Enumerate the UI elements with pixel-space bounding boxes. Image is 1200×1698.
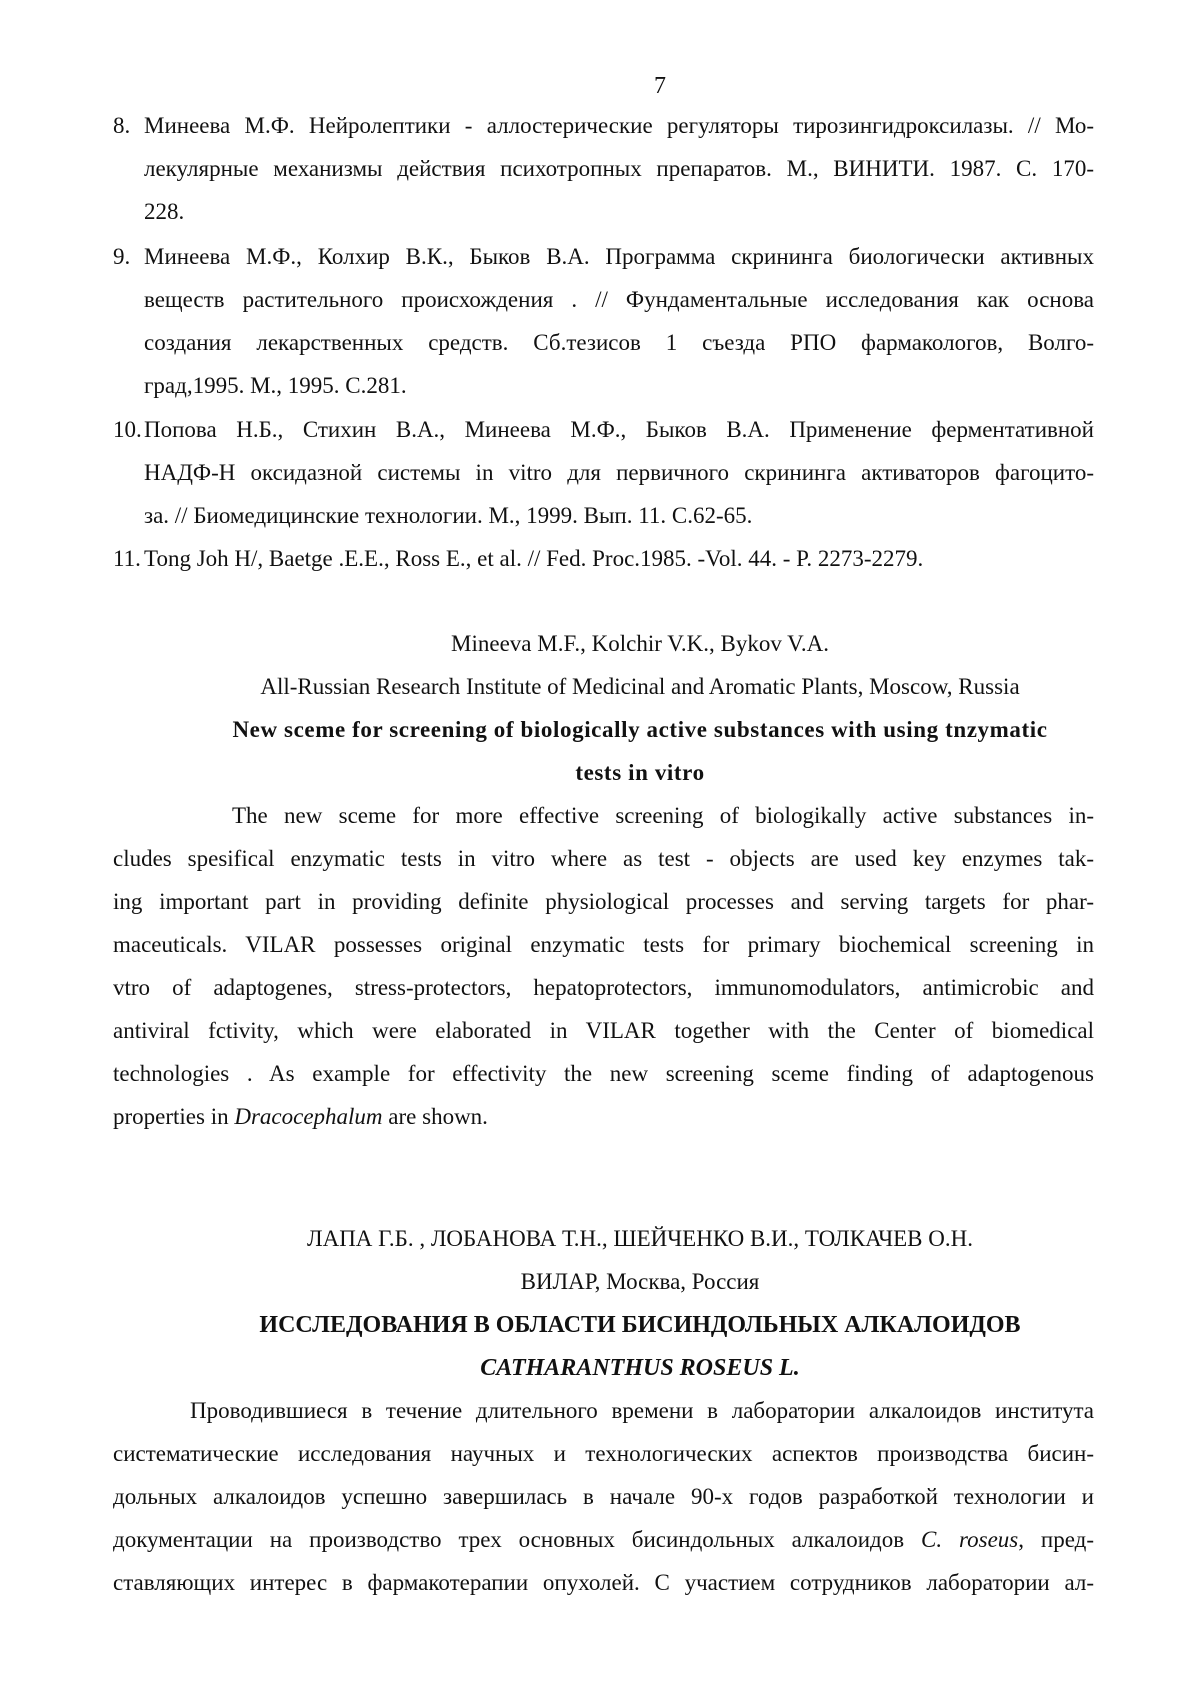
reference-line: Минеева М.Ф., Колхир В.К., Быков В.А. Программа скрининга биологически активных [144,244,1094,269]
abstract-line: technologies . As example for effectivity the new screening sceme finding of adaptogenous [113,1061,1094,1086]
page-number: 7 [654,73,666,99]
abstract-institute: All-Russian Research Institute of Medicinal and Aromatic Plants, Moscow, Russia [260,674,1020,699]
abstract-line: cludes spesifical enzymatic tests in vitro where as test - objects are used key enzymes tak- [113,846,1094,871]
reference-line: Минеева М.Ф. Нейролептики - аллостерические регуляторы тирозингидроксилазы. // Мо- [144,113,1094,138]
article-line: дольных алкалоидов успешно завершилась в начале 90-х годов разработкой технологии и [113,1484,1094,1509]
reference-line: лекулярные механизмы действия психотропных препаратов. М., ВИНИТИ. 1987. С. 170- [144,156,1094,181]
reference-number: 9. [113,244,131,269]
abstract-line: The new sceme for more effective screening of biologikally active substances in- [232,803,1094,828]
article-title: ИССЛЕДОВАНИЯ В ОБЛАСТИ БИСИНДОЛЬНЫХ АЛКАЛОИДОВ [259,1312,1021,1338]
reference-line: НАДФ-Н оксидазной системы in vitro для первичного скрининга активаторов фагоцито- [144,460,1094,485]
article-authors: ЛАПА Г.Б. , ЛОБАНОВА Т.Н., ШЕЙЧЕНКО В.И., ТОЛКАЧЕВ О.Н. [306,1226,973,1251]
reference-line: Tong Joh H/, Baetge .E.E., Ross E., et al. // Fed. Proc.1985. -Vol. 44. - P. 2273-2279. [144,546,924,571]
abstract-text: properties in [113,1104,235,1129]
abstract-title-continued: tests in vitro [575,760,705,785]
reference-line: за. // Биомедицинские технологии. М., 1999. Вып. 11. С.62-65. [144,503,753,528]
abstract-line [113,1103,488,1131]
article-institute: ВИЛАР, Москва, Россия [520,1269,760,1294]
abstract-line: antiviral fctivity, which were elaborated in VILAR together with the Center of biomedical [113,1018,1094,1043]
abstract-text: are shown. [382,1104,488,1129]
abstract-line: ing important part in providing definite physiological processes and serving targets for phar- [113,889,1094,914]
reference-number: 8. [113,113,131,138]
reference-line: Попова Н.Б., Стихин В.А., Минеева М.Ф., Быков В.А. Применение ферментативной [144,417,1094,442]
reference-number: 11. [113,546,141,571]
reference-line: веществ растительного происхождения . // Фундаментальные исследования как основа [144,287,1094,312]
reference-line: создания лекарственных средств. Сб.тезисов 1 съезда РПО фармакологов, Волго- [144,330,1094,355]
article-title-species: CATHARANTHUS ROSEUS L. [480,1355,800,1381]
species-name: C. roseus [921,1527,1019,1552]
abstract-line: vtro of adaptogenes, stress-protectors, hepatoprotectors, immunomodulators, antimicrobic and [113,975,1094,1000]
article-line: Проводившиеся в течение длительного времени в лаборатории алкалоидов института [190,1398,1094,1423]
article-text: , пред- [1018,1527,1094,1552]
article-text: документации на производство трех основных бисиндольных алкалоидов [113,1527,922,1552]
article-line [113,1526,1094,1554]
abstract-authors: Mineeva M.F., Kolchir V.K., Bykov V.A. [451,631,829,656]
abstract-line: maceuticals. VILAR possesses original enzymatic tests for primary biochemical screening in [113,932,1094,957]
genus-name: Dracocephalum [234,1104,383,1129]
article-line: систематические исследования научных и технологических аспектов производства бисин- [113,1441,1094,1466]
reference-number: 10. [113,417,142,442]
abstract-title: New sceme for screening of biologically active substances with using tnzymatic [232,717,1048,742]
reference-line: 228. [144,199,185,224]
article-line: ставляющих интерес в фармакотерапии опухолей. С участием сотрудников лаборатории ал- [113,1570,1094,1595]
reference-line: град,1995. М., 1995. С.281. [144,373,407,398]
